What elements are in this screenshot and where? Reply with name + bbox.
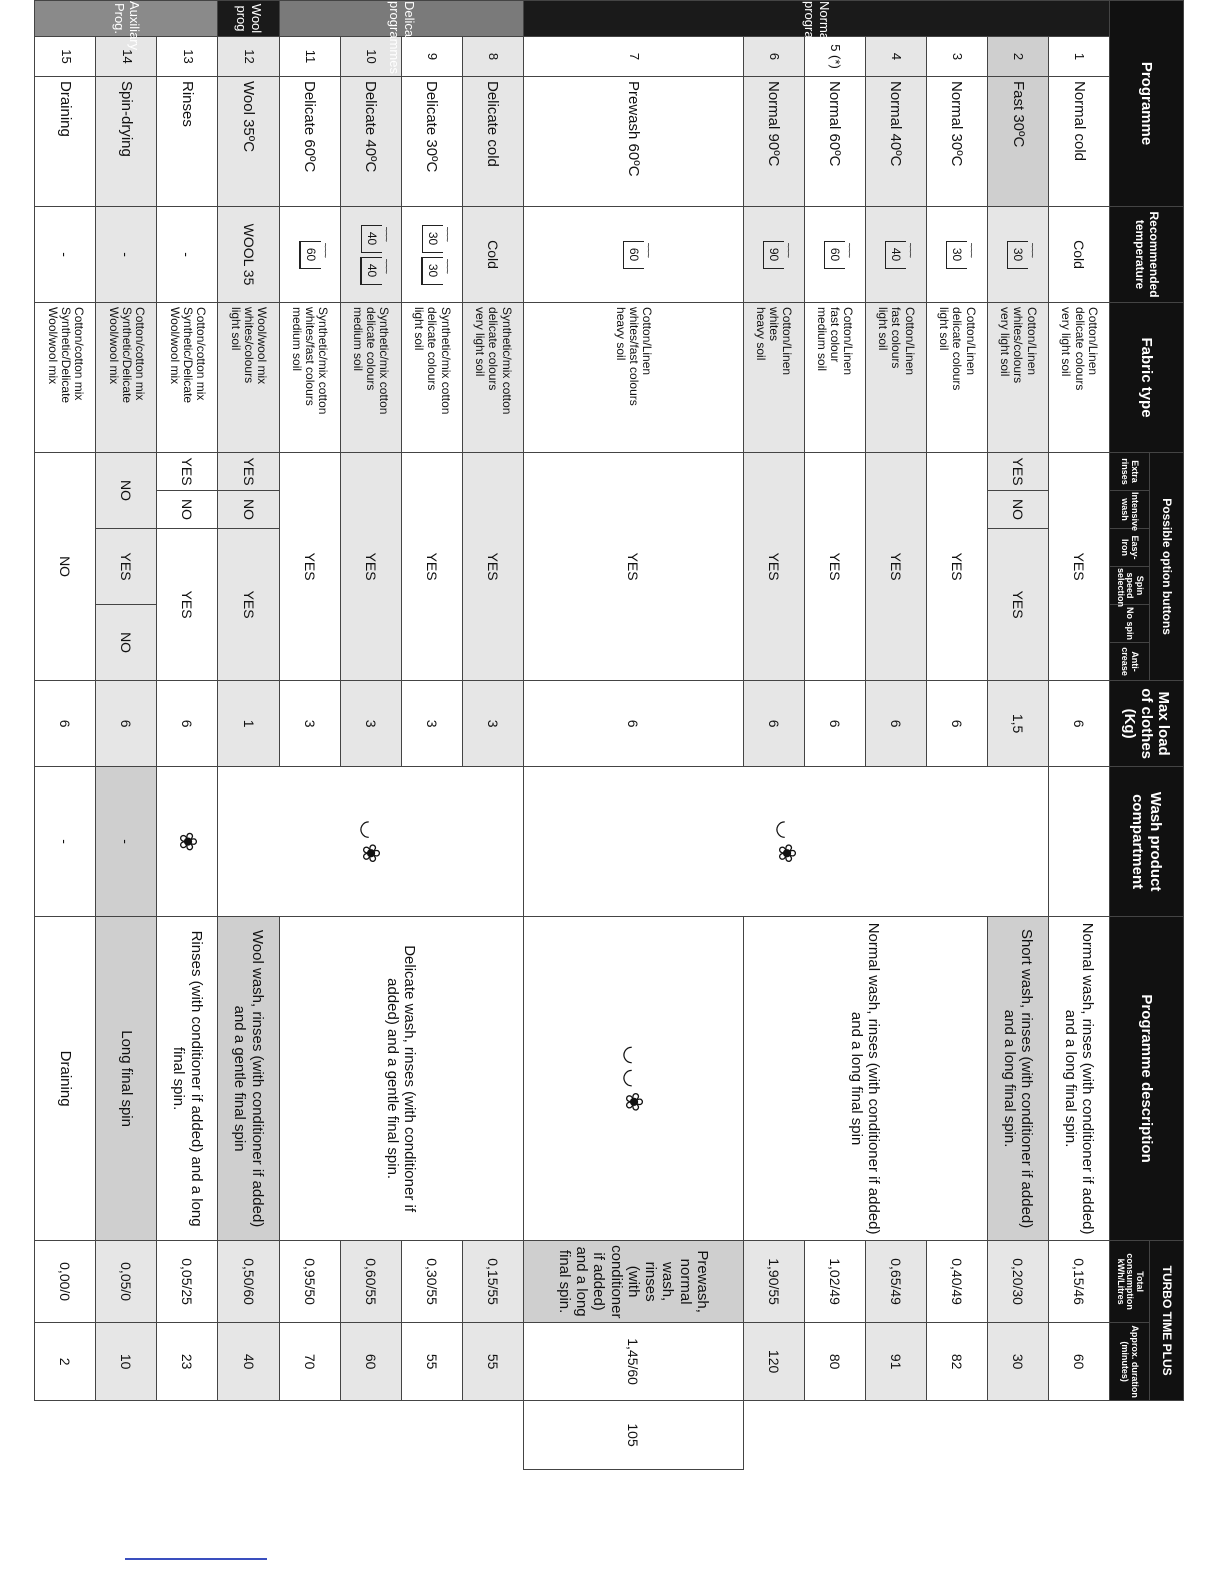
header-opt-easy: Easy-Iron (1110, 529, 1150, 567)
programme-name: Delicate 40ºC (340, 77, 401, 207)
table-row (462, 1, 523, 1470)
table-row (865, 1, 926, 1470)
option-extra: YES (218, 453, 279, 491)
options: YES (987, 529, 1048, 681)
duration: 40 (218, 1323, 279, 1401)
header-turbo: TURBO TIME PLUS (1150, 1241, 1184, 1401)
consumption: 0,00/0 (35, 1241, 96, 1323)
consumption: 0,15/46 (1048, 1241, 1109, 1323)
max-load: 6 (926, 681, 987, 767)
wash-temp-icon: ~~~ 60 (623, 241, 644, 269)
max-load: 6 (96, 681, 157, 767)
row-number: 14 (96, 37, 157, 77)
programme-name: Prewash 60ºC (523, 77, 743, 207)
fabric-type: Synthetic/mix cotton delicate colours medium soil (340, 303, 401, 453)
duration: 2 (35, 1323, 96, 1401)
option-extra: YES (987, 453, 1048, 491)
header-opt-spin: Spin speed selection (1110, 567, 1150, 605)
header-description: Programme description (1110, 917, 1184, 1241)
row-number: 4 (865, 37, 926, 77)
consumption: 0,30/55 (401, 1241, 462, 1323)
table-row (1048, 1, 1109, 1470)
table-row (804, 1, 865, 1470)
table-row (523, 1, 743, 1470)
header-temperature: Recommended temperature (1110, 207, 1184, 303)
compartment: - (35, 767, 96, 917)
temperature (340, 207, 401, 303)
options: YES (926, 453, 987, 681)
max-load: 6 (1048, 681, 1109, 767)
row-number: 5 (*) (804, 37, 865, 77)
compartment (1048, 767, 1109, 917)
header-programme: Programme (1110, 1, 1184, 207)
programme-name: Draining (35, 77, 96, 207)
programme-name: Delicate 60ºC (279, 77, 340, 207)
fabric-type: Cotton/cotton mix Synthetic/Delicate Wool/wool mix (157, 303, 218, 453)
row-number: 13 (157, 37, 218, 77)
max-load: 3 (462, 681, 523, 767)
table-row (218, 1, 279, 1470)
temperature (926, 207, 987, 303)
temperature (523, 207, 743, 303)
consumption: 1,02/49 (804, 1241, 865, 1323)
options: YES (865, 453, 926, 681)
fabric-type: Synthetic/mix cotton whites/fast colours medium soil (279, 303, 340, 453)
temperature (279, 207, 340, 303)
fabric-type: Cotton/cotton mix Synthetic/Delicate Wool/wool mix (96, 303, 157, 453)
header-opt-extra: Extra rinses (1110, 453, 1150, 491)
consumption: 0,50/60 (218, 1241, 279, 1323)
consumption: 0,20/30 (987, 1241, 1048, 1323)
row-number: 1 (1048, 37, 1109, 77)
wash-temp-icon: ~~~ 90 (763, 241, 784, 269)
programme-name: Normal 30ºC (926, 77, 987, 207)
row-number: 9 (401, 37, 462, 77)
conditioner-flower-icon: ❀ (772, 843, 800, 864)
options: NO (35, 453, 96, 681)
row-number: 7 (523, 37, 743, 77)
prewash-compartment-icon: ◡◡ (620, 1045, 646, 1092)
header-duration: Approx. duration (minutes) (1110, 1323, 1150, 1401)
option-nospin: NO (96, 605, 157, 681)
programme-name: Normal 90ºC (743, 77, 804, 207)
table-row (340, 1, 401, 1470)
duration: 91 (865, 1323, 926, 1401)
wash-temp-icon: ~~~ 60 (824, 241, 845, 269)
fabric-type: Cotton/Linen whites/fast colours heavy soil (523, 303, 743, 453)
row-number: 12 (218, 37, 279, 77)
temperature: WOOL 35 (218, 207, 279, 303)
fabric-type: Wool/wool mix whites/colours light soil (218, 303, 279, 453)
wash-compartment-icon: ◡ (773, 819, 799, 844)
programme-name: Delicate 30ºC (401, 77, 462, 207)
temperature: - (96, 207, 157, 303)
compartment (523, 917, 743, 1241)
options: YES (462, 453, 523, 681)
header-fabric: Fabric type (1110, 303, 1184, 453)
max-load: 1 (218, 681, 279, 767)
options: YES (157, 529, 218, 681)
header-options-group: Possible option buttons (1150, 453, 1184, 681)
category-wool: Wool prog (218, 1, 279, 37)
options: YES (340, 453, 401, 681)
temperature (804, 207, 865, 303)
wash-temp-icon: ~~~ 30 (946, 241, 967, 269)
header-consumption: Total consumption kWh/Litres (1110, 1241, 1150, 1323)
temperature: Cold (462, 207, 523, 303)
options: YES (401, 453, 462, 681)
max-load: 3 (401, 681, 462, 767)
synthetic-temp-icon: ~~~ 40 (360, 257, 382, 285)
programme-table (34, 0, 1184, 1470)
temperature (987, 207, 1048, 303)
row-number: 8 (462, 37, 523, 77)
header-opt-nospin: No spin (1110, 605, 1150, 643)
fabric-type: Cotton/Linen fast colours light soil (865, 303, 926, 453)
footnote-rule (125, 1558, 267, 1560)
description: Short wash, rinses (with conditioner if added) and a long final spin. (987, 917, 1048, 1241)
max-load: 6 (523, 681, 743, 767)
consumption: 0,05/25 (157, 1241, 218, 1323)
description-shared: Delicate wash, rinses (with conditioner if added) and a gentle final spin. (279, 917, 523, 1241)
header-compartment: Wash product compartment (1110, 767, 1184, 917)
max-load: 6 (865, 681, 926, 767)
compartment (157, 767, 218, 917)
programme-name: Rinses (157, 77, 218, 207)
options: YES (218, 529, 279, 681)
rotated-table-container (34, 0, 1184, 1470)
duration: 120 (743, 1323, 804, 1401)
row-number: 2 (987, 37, 1048, 77)
description: Normal wash, rinses (with conditioner if added) and a long final spin. (1048, 917, 1109, 1241)
temperature: - (157, 207, 218, 303)
options: YES (804, 453, 865, 681)
options: NO (96, 453, 157, 529)
consumption: 0,40/49 (926, 1241, 987, 1323)
description: Draining (35, 917, 96, 1241)
duration: 55 (462, 1323, 523, 1401)
description: Prewash, normal wash, rinses (with conditioner if added) and a long final spin. (523, 1241, 743, 1323)
row-number: 6 (743, 37, 804, 77)
table-row (926, 1, 987, 1470)
fabric-type: Synthetic/mix cotton delicate colours very light soil (462, 303, 523, 453)
max-load: 6 (804, 681, 865, 767)
header-opt-intensive: Intensive wash (1110, 491, 1150, 529)
option-intensive: NO (218, 491, 279, 529)
options: YES (743, 453, 804, 681)
duration: 30 (987, 1323, 1048, 1401)
description: Rinses (with conditioner if added) and a long final spin. (157, 917, 218, 1241)
consumption: 0,15/55 (462, 1241, 523, 1323)
fabric-type: Cotton/Linen fast colour medium soil (804, 303, 865, 453)
duration: 70 (279, 1323, 340, 1401)
temperature (865, 207, 926, 303)
temperature: - (35, 207, 96, 303)
programme-name: Spin-drying (96, 77, 157, 207)
duration: 82 (926, 1323, 987, 1401)
table-row (279, 1, 340, 1470)
table-row (157, 1, 218, 1470)
conditioner-flower-icon: ❀ (174, 831, 202, 852)
max-load: 6 (35, 681, 96, 767)
duration: 80 (804, 1323, 865, 1401)
consumption: 1,45/60 (523, 1323, 743, 1401)
description: Long final spin (96, 917, 157, 1241)
consumption: 0,95/50 (279, 1241, 340, 1323)
conditioner-flower-icon: ❀ (357, 843, 385, 864)
fabric-type: Cotton/Linen whites heavy soil (743, 303, 804, 453)
max-load: 3 (340, 681, 401, 767)
description-shared: Normal wash, rinses (with conditioner if added) and a long final spin (743, 917, 987, 1241)
header-maxload: Max load of clothes (Kg) (1110, 681, 1184, 767)
duration: 60 (340, 1323, 401, 1401)
synthetic-temp-icon: ~~~ 30 (421, 257, 443, 285)
duration: 23 (157, 1323, 218, 1401)
fabric-type: Cotton/Linen delicate colours light soil (926, 303, 987, 453)
max-load: 1,5 (987, 681, 1048, 767)
max-load: 6 (157, 681, 218, 767)
programme-name: Delicate cold (462, 77, 523, 207)
category-normal: Normal programmes (523, 1, 1109, 37)
max-load: 6 (743, 681, 804, 767)
wash-temp-icon: ~~~ 30 (422, 225, 443, 253)
option-intensive: NO (157, 491, 218, 529)
options: YES (1048, 453, 1109, 681)
category-delicate: Delicate programmes (279, 1, 523, 37)
programme-name: Fast 30ºC (987, 77, 1048, 207)
category-auxiliary: Auxiliary Prog. (35, 1, 218, 37)
options: YES (279, 453, 340, 681)
fabric-type: Synthetic/mix cotton delicate colours light soil (401, 303, 462, 453)
consumption: 0,65/49 (865, 1241, 926, 1323)
temperature: Cold (1048, 207, 1109, 303)
compartment (218, 767, 523, 917)
compartment (523, 767, 1048, 917)
compartment: - (96, 767, 157, 917)
row-number: 3 (926, 37, 987, 77)
option-easy-spin: YES (96, 529, 157, 605)
wash-temp-icon: ~~~ 40 (885, 241, 906, 269)
table-row (401, 1, 462, 1470)
temperature (743, 207, 804, 303)
duration: 10 (96, 1323, 157, 1401)
row-number: 15 (35, 37, 96, 77)
wash-temp-icon: ~~~ 40 (361, 225, 382, 253)
table-row (743, 1, 804, 1470)
temperature (401, 207, 462, 303)
fabric-type: Cotton/cotton mix Synthetic/Delicate Wool/wool mix (35, 303, 96, 453)
fabric-type: Cotton/Linen whites/colours very light soil (987, 303, 1048, 453)
description: Wool wash, rinses (with conditioner if added) and a gentle final spin (218, 917, 279, 1241)
header-opt-anticrease: Anti-crease (1110, 643, 1150, 681)
row-number: 10 (340, 37, 401, 77)
programme-name: Normal cold (1048, 77, 1109, 207)
option-extra: YES (157, 453, 218, 491)
synthetic-temp-icon: ~~~ 60 (299, 241, 321, 269)
duration: 55 (401, 1323, 462, 1401)
option-intensive: NO (987, 491, 1048, 529)
programme-name: Normal 40ºC (865, 77, 926, 207)
conditioner-flower-icon: ❀ (619, 1091, 647, 1112)
duration: 60 (1048, 1323, 1109, 1401)
max-load: 3 (279, 681, 340, 767)
wash-compartment-icon: ◡ (358, 819, 384, 844)
wash-temp-icon: ~~~ 30 (1007, 241, 1028, 269)
options: YES (523, 453, 743, 681)
consumption: 1,90/55 (743, 1241, 804, 1323)
duration: 105 (523, 1401, 743, 1470)
programme-name: Normal 60ºC (804, 77, 865, 207)
fabric-type: Cotton/Linen delicate colours very light soil (1048, 303, 1109, 453)
consumption: 0,05/0 (96, 1241, 157, 1323)
table-row (987, 1, 1048, 1470)
row-number: 11 (279, 37, 340, 77)
consumption: 0,60/55 (340, 1241, 401, 1323)
table-row (96, 1, 157, 1470)
programme-name: Wool 35ºC (218, 77, 279, 207)
table-row (35, 1, 96, 1470)
